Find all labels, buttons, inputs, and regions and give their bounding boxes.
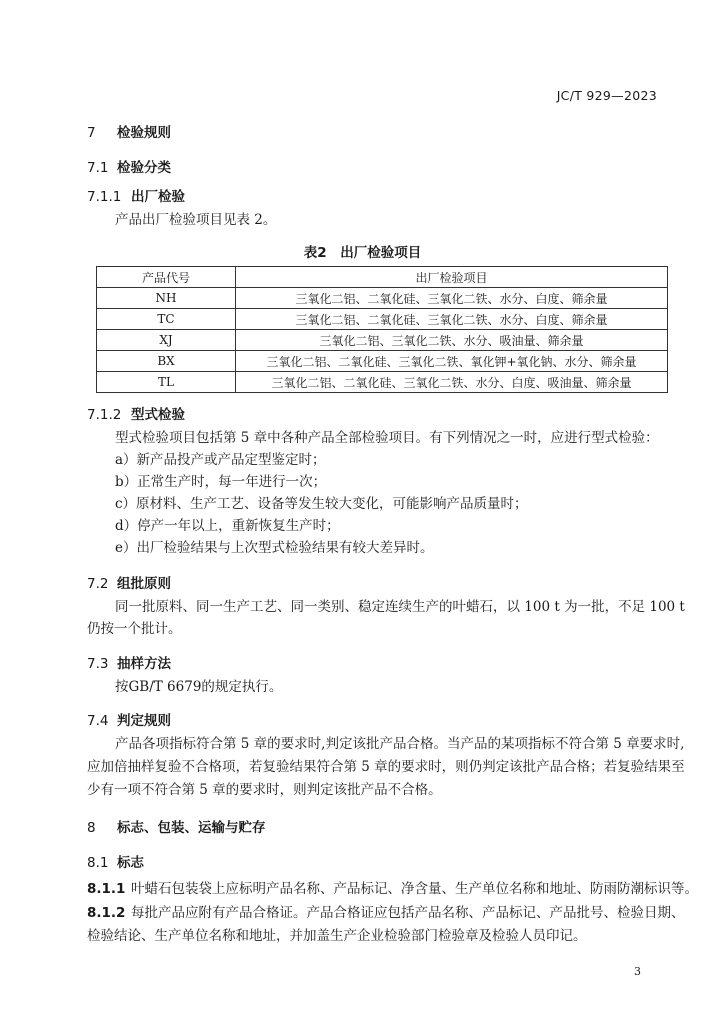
clause-text: 叶蜡石包装袋上应标明产品名称、产品标记、净含量、生产单位名称和地址、防雨防潮标识等。: [131, 881, 698, 897]
product-code-cell: TL: [97, 372, 236, 393]
paragraph: 型式检验项目包括第 5 章中各种产品全部检验项目。有下列情况之一时，应进行型式检验：: [115, 430, 659, 446]
section-number: 7.1: [87, 160, 109, 176]
paragraph-line: 同一批原料、同一生产工艺、同一类别、稳定连续生产的叶蜡石，以 100 t 为一批，不足 100 t: [115, 599, 685, 615]
paragraph: 按GB/T 6679的规定执行。: [115, 679, 283, 695]
section-7-4-heading: [87, 709, 171, 729]
section-number: 7.1.2: [87, 407, 122, 423]
paragraph-line: 检验结论、生产单位名称和地址，并加盖生产企业检验部门检验章及检验人员印记。: [87, 928, 587, 944]
section-7-2-heading: [87, 572, 171, 592]
section-title: 标志: [117, 855, 144, 871]
list-item: d）停产一年以上，重新恢复生产时；: [115, 518, 340, 534]
table-row: [97, 372, 668, 393]
section-title: 检验分类: [117, 160, 171, 176]
clause-text: 每批产品应附有产品合格证。产品合格证应包括产品名称、产品标记、产品批号、检验日期、: [131, 905, 685, 921]
section-title: 抽样方法: [117, 656, 171, 672]
standard-code: JC/T 929—2023: [556, 88, 657, 103]
product-code-cell: TC: [97, 309, 236, 330]
inspection-items-cell: 三氧化二铝、二氧化硅、三氧化二铁、水分、白度、吸油量、筛余量: [236, 372, 668, 393]
inspection-table: [96, 266, 668, 393]
section-number: 7.3: [87, 656, 109, 672]
clause-8-1-2: [87, 902, 685, 924]
inspection-items-cell: 三氧化二铝、二氧化硅、三氧化二铁、水分、白度、筛余量: [236, 288, 668, 309]
column-header: 产品代号: [97, 267, 236, 288]
list-item: c）原材料、生产工艺、设备等发生较大变化，可能影响产品质量时；: [115, 496, 528, 512]
section-title: 判定规则: [117, 713, 171, 729]
paragraph: 产品出厂检验项目见表 2。: [115, 212, 277, 228]
paragraph-line: 应加倍抽样复验不合格项，若复验结果符合第 5 章的要求时，则仍判定该批产品合格；若复验结果至: [87, 759, 685, 775]
clause-8-1-1: [87, 878, 698, 900]
table-row: [97, 288, 668, 309]
section-title: 标志、包装、运输与贮存: [117, 820, 266, 836]
product-code-cell: NH: [97, 288, 236, 309]
table-row: [97, 309, 668, 330]
table-title: 表2 出厂检验项目: [303, 245, 422, 261]
section-7-1-1-heading: [87, 185, 185, 205]
section-title: 组批原则: [117, 576, 171, 592]
section-8-heading: [87, 816, 266, 836]
paragraph-line: 少有一项不符合第 5 章的要求时，则判定该批产品不合格。: [87, 782, 442, 798]
product-code-cell: XJ: [97, 330, 236, 351]
table-header-row: [97, 267, 668, 288]
inspection-items-cell: 三氧化二铝、二氧化硅、三氧化二铁、水分、白度、筛余量: [236, 309, 668, 330]
section-7-1-2-heading: [87, 403, 185, 423]
paragraph-line: 产品各项指标符合第 5 章的要求时,判定该批产品合格。当产品的某项指标不符合第 5 章要求时,: [115, 736, 685, 752]
page-number: 3: [634, 965, 641, 978]
section-number: 7.1.1: [87, 189, 122, 205]
clause-number: 8.1.2: [87, 905, 126, 921]
section-title: 型式检验: [131, 407, 185, 423]
section-number: 7: [87, 125, 96, 141]
table-row: [97, 330, 668, 351]
clause-number: 8.1.1: [87, 881, 126, 897]
section-title: 出厂检验: [131, 189, 185, 205]
table-row: [97, 351, 668, 372]
section-title: 检验规则: [117, 125, 171, 141]
paragraph-line: 仍按一个批计。: [87, 621, 182, 637]
inspection-items-cell: 三氧化二铝、三氧化二铁、水分、吸油量、筛余量: [236, 330, 668, 351]
inspection-items-cell: 三氧化二铝、二氧化硅、三氧化二铁、氧化钾+氧化钠、水分、筛余量: [236, 351, 668, 372]
list-item: a）新产品投产或产品定型鉴定时；: [115, 452, 326, 468]
section-number: 7.4: [87, 713, 109, 729]
column-header: 出厂检验项目: [236, 267, 668, 288]
section-7-1-heading: [87, 156, 171, 176]
section-7-heading: [87, 121, 171, 141]
list-item: e）出厂检验结果与上次型式检验结果有较大差异时。: [115, 540, 434, 556]
section-number: 8: [87, 820, 96, 836]
product-code-cell: BX: [97, 351, 236, 372]
section-8-1-heading: [87, 851, 144, 871]
list-item: b）正常生产时，每一年进行一次；: [115, 474, 327, 490]
section-number: 8.1: [87, 855, 109, 871]
section-number: 7.2: [87, 576, 109, 592]
section-7-3-heading: [87, 652, 171, 672]
